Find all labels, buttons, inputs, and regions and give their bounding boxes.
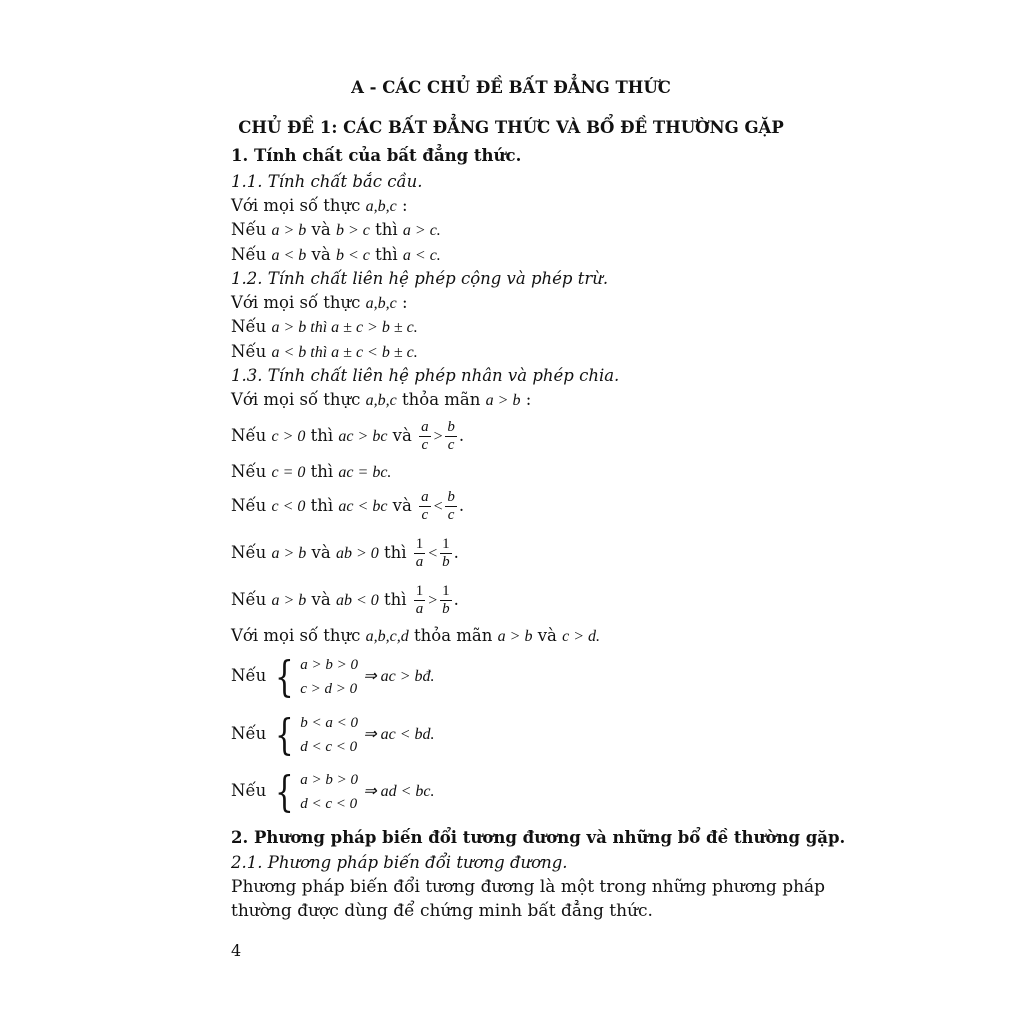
math: c > d.: [562, 628, 601, 645]
subsection-1-3: 1.3. Tính chất liên hệ phép nhân và phép chia.: [231, 366, 620, 385]
text: Với mọi số thực: [231, 390, 361, 409]
fraction: [419, 419, 431, 454]
line-mul-positive: Nếu c > 0 thì ac > bc và $\frac{a}{c}$ > $\frac{b}{c}$ .: [231, 419, 465, 453]
line-add-gt: [231, 317, 418, 338]
line-real-numbers-4: [231, 626, 600, 647]
system-c: [231, 767, 435, 816]
subsection-1-1: 1.1. Tính chất bắc cầu.: [231, 172, 423, 191]
math: c = 0: [271, 464, 306, 481]
text: Nếu: [231, 342, 267, 361]
main-title: A - CÁC CHỦ ĐỀ BẤT ĐẲNG THỨC: [351, 78, 671, 97]
system-a: [231, 652, 435, 701]
inequality-system: [271, 653, 357, 701]
math: ab < 0: [335, 592, 379, 609]
math: <: [432, 498, 444, 515]
math: c > 0: [271, 428, 306, 445]
math: ab > 0: [335, 545, 379, 562]
math: <: [427, 545, 439, 562]
math: a,b,c: [365, 198, 397, 215]
section-2-heading: 2. Phương pháp biến đổi tương đương và những bổ đề thường gặp.: [231, 828, 846, 847]
fraction: [445, 419, 457, 454]
denominator: c: [447, 507, 455, 523]
text: Nếu: [231, 220, 267, 239]
system-row: d < c < 0: [300, 738, 358, 755]
text: và: [311, 543, 331, 562]
text: Nếu: [231, 666, 267, 685]
math: a < c.: [402, 247, 441, 264]
fraction: [414, 536, 426, 571]
text: thì: [375, 220, 398, 239]
inequality-system: [271, 768, 357, 816]
system-b: [231, 710, 435, 759]
numerator: 1: [415, 583, 424, 599]
line-transitive-gt: [231, 220, 441, 241]
page-number: 4: [231, 941, 242, 960]
system-row: d < c < 0: [300, 795, 358, 812]
text: thì: [310, 426, 334, 445]
math: >: [427, 592, 439, 609]
paragraph-line-2: thường được dùng để chứng minh bất đẳng thức.: [231, 901, 653, 921]
math: a > b: [271, 592, 307, 609]
denominator: b: [442, 601, 450, 617]
math: ⇒ ad < bc.: [363, 783, 435, 800]
line-real-numbers-1: [231, 196, 408, 217]
text: thì: [375, 245, 398, 264]
math: a,b,c: [365, 295, 397, 312]
subsection-1-2: 1.2. Tính chất liên hệ phép cộng và phép trừ.: [231, 269, 609, 288]
numerator: 1: [415, 536, 424, 552]
math: a > b: [271, 222, 307, 239]
text: thì: [310, 496, 334, 515]
text: :: [402, 196, 408, 215]
line-real-numbers-2: [231, 293, 408, 314]
line-mul-negative: Nếu c < 0 thì ac < bc và $\frac{a}{c}$ < $\frac{b}{c}$ .: [231, 489, 465, 523]
line-real-numbers-3: [231, 390, 531, 411]
text: :: [525, 390, 532, 409]
math: a,b,c: [365, 392, 397, 409]
text: Nếu: [231, 245, 267, 264]
text: Với mọi số thực: [231, 293, 361, 312]
denominator: a: [415, 601, 424, 617]
numerator: a: [421, 489, 429, 505]
math: c < 0: [271, 498, 306, 515]
math: ⇒ ac > bđ.: [363, 668, 435, 685]
subsection-2-1: 2.1. Phương pháp biến đổi tương đương.: [231, 853, 568, 872]
fraction: [440, 583, 452, 618]
text: Nếu: [231, 496, 267, 515]
math: a > b: [497, 628, 533, 645]
text: Nếu: [231, 426, 267, 445]
numerator: b: [447, 489, 455, 505]
math: a > b thì a ± c > b ± c.: [271, 319, 418, 336]
line-reciprocal-negative: Nếu a > b và ab < 0 thì $\frac{1}{a}$ > $\frac{1}{b}$ .: [231, 583, 459, 617]
brace: {: [275, 651, 295, 701]
math: a,b,c,d: [365, 628, 409, 645]
brace: {: [275, 709, 295, 759]
line-reciprocal-positive: Nếu a > b và ab > 0 thì $\frac{1}{a}$ < $\frac{1}{b}$ .: [231, 536, 459, 570]
text: và: [311, 220, 331, 239]
text: Nếu: [231, 781, 267, 800]
fraction: [414, 583, 426, 618]
line-transitive-lt: [231, 245, 441, 266]
math: a < b: [271, 247, 307, 264]
math: b > c: [335, 222, 370, 239]
text: Nếu: [231, 462, 267, 481]
topic-title: CHỦ ĐỀ 1: CÁC BẤT ĐẲNG THỨC VÀ BỔ ĐỀ THƯỜNG GẶP: [238, 118, 784, 137]
math: ⇒ ac < bd.: [363, 726, 435, 743]
math: ac < bc: [338, 498, 388, 515]
text: Nếu: [231, 724, 267, 743]
numerator: 1: [442, 536, 450, 552]
denominator: c: [421, 437, 429, 453]
text: thỏa mãn: [402, 390, 481, 409]
line-add-lt: [231, 342, 418, 363]
text: và: [392, 426, 412, 445]
math: a > b: [271, 545, 307, 562]
math: a < b thì a ± c < b ± c.: [271, 344, 418, 361]
fraction: [419, 489, 431, 524]
denominator: c: [421, 507, 429, 523]
text: và: [311, 245, 331, 264]
paragraph-line-1: Phương pháp biến đổi tương đương là một trong những phương pháp: [231, 877, 826, 897]
numerator: 1: [442, 583, 450, 599]
text: Nếu: [231, 317, 267, 336]
text: Nếu: [231, 590, 267, 609]
text: :: [402, 293, 408, 312]
math: a > c.: [402, 222, 441, 239]
fraction: [440, 536, 452, 571]
text: thì: [383, 590, 407, 609]
text: Với mọi số thực: [231, 196, 361, 215]
denominator: a: [415, 554, 424, 570]
system-row: b < a < 0: [300, 714, 358, 731]
denominator: c: [447, 437, 455, 453]
math: ac > bc: [338, 428, 388, 445]
math: ac = bc.: [338, 464, 392, 481]
text: và: [537, 626, 557, 645]
fraction: [445, 489, 457, 524]
denominator: b: [442, 554, 450, 570]
numerator: b: [447, 419, 455, 435]
math: >: [432, 428, 444, 445]
inequality-system: [271, 711, 357, 759]
system-row: a > b > 0: [300, 771, 358, 788]
math: a > b: [485, 392, 521, 409]
text: và: [311, 590, 331, 609]
numerator: a: [421, 419, 429, 435]
text: Nếu: [231, 543, 267, 562]
text: thì: [310, 462, 334, 481]
text: thỏa mãn: [414, 626, 493, 645]
section-1-heading: 1. Tính chất của bất đẳng thức.: [231, 146, 522, 165]
text: và: [392, 496, 412, 515]
line-mul-zero: [231, 462, 391, 483]
text: thì: [383, 543, 407, 562]
system-row: a > b > 0: [300, 656, 358, 673]
system-row: c > d > 0: [300, 680, 358, 697]
brace: {: [275, 766, 295, 816]
text: Với mọi số thực: [231, 626, 361, 645]
math: b < c: [335, 247, 370, 264]
